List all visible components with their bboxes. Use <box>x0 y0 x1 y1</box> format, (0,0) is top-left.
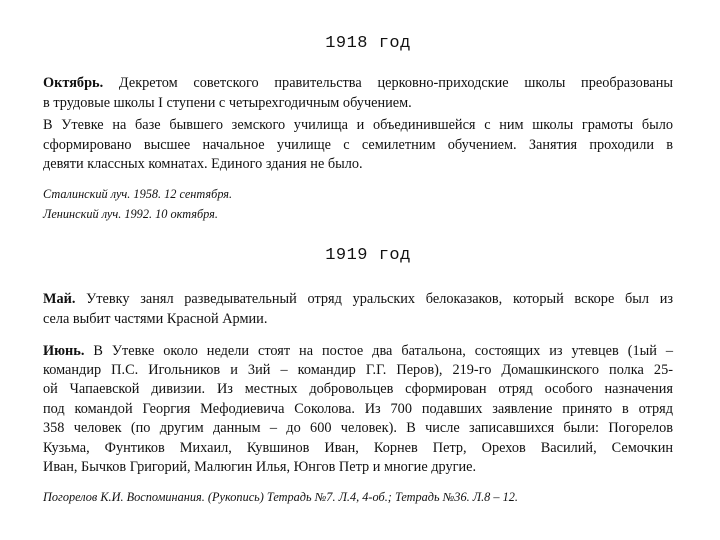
paragraph-line <box>43 290 673 309</box>
paragraph-line: командир П.С. Игольников и 3ий – командир Г.Г. Перов), 219-го Домашкинского полка 25- <box>43 362 673 378</box>
citation: Ленинский луч. 1992. 10 октября. <box>43 207 218 221</box>
paragraph-lead: Июнь. <box>43 343 85 359</box>
paragraph-line: Иван, Бычков Григорий, Малюгин Илья, Юнгов Петр и многие другие. <box>43 459 477 475</box>
paragraph-text: Декретом советского правительства церковно-приходские школы преобразованы <box>118 75 673 91</box>
paragraph-line: Кузьма, Фунтиков Михаил, Кувшинов Иван, Корнев Петр, Орехов Василий, Семочкин <box>43 440 673 456</box>
paragraph-lead: Октябрь. <box>43 75 104 91</box>
paragraph-line <box>43 342 673 361</box>
paragraph-line: в трудовые школы I ступени с четырехгодичным обучением. <box>43 95 412 111</box>
paragraph-line: ой Чапаевской дивизии. Из местных добровольцев сформирован отряд особого назначения <box>43 381 673 397</box>
paragraph-line: под командой Георгия Мефодиевича Соколова. Из 700 подавших заявление принято в отряд <box>43 401 673 417</box>
section-heading-1919: 1919 год <box>325 246 411 265</box>
citation: Сталинский луч. 1958. 12 сентября. <box>43 187 233 201</box>
paragraph-line: девяти классных комнатах. Единого здания не было. <box>43 156 363 172</box>
paragraph-line: 358 человек (по другим данным – до 600 человек). В числе записавшихся были: Погорелов <box>43 420 673 436</box>
paragraph-text: В Утевке около недели стоят на постое два батальона, состоящих из утевцев (1ый – <box>93 343 673 359</box>
paragraph-line <box>43 74 673 93</box>
paragraph-text: Утевку занял разведывательный отряд уральских белоказаков, который вскоре был из <box>86 291 673 307</box>
paragraph-lead: Май. <box>43 291 76 307</box>
section-heading-1918: 1918 год <box>325 34 411 53</box>
paragraph-line: сформировано высшее начальное училище с семилетним обучением. Занятия проходили в <box>43 137 673 153</box>
citation: Погорелов К.И. Воспоминания. (Рукопись) Тетрадь №7. Л.4, 4-об.; Тетрадь №36. Л.8 – 12. <box>43 490 518 504</box>
paragraph-line: В Утевке на базе бывшего земского училища и объединившейся с ним школы грамоты было <box>43 117 673 133</box>
paragraph-line: села выбит частями Красной Армии. <box>43 311 268 327</box>
